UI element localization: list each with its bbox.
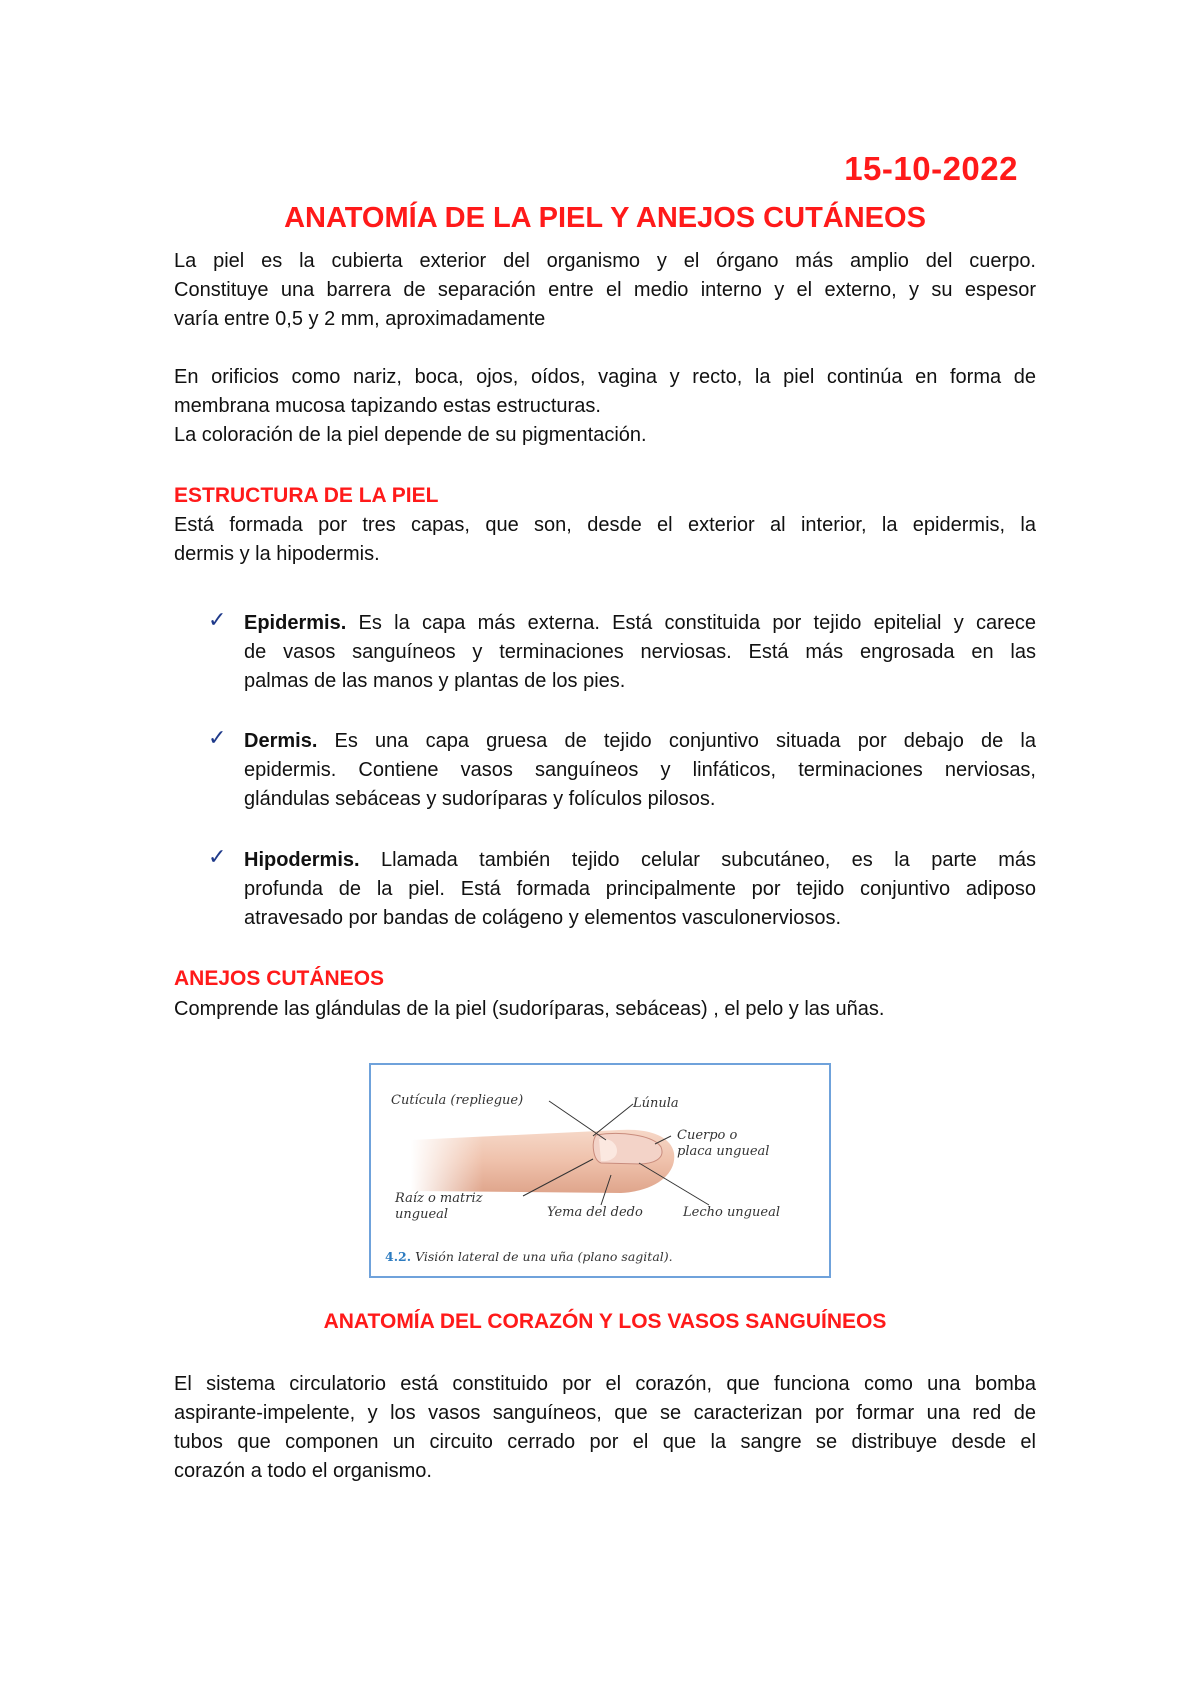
label-yema: Yema del dedo bbox=[547, 1205, 643, 1220]
bullet-line: Es una capa gruesa de tejido conjuntivo situada por debajo de la bbox=[317, 730, 1036, 752]
text-line: Comprende las glándulas de la piel (sudoríparas, sebáceas) , el pelo y las uñas. bbox=[174, 998, 885, 1020]
text-line: Constituye una barrera de separación entre el medio interno y el externo, y su espesor bbox=[174, 279, 1036, 301]
label-raiz-1: Raíz o matriz bbox=[395, 1191, 483, 1206]
document-title: ANATOMÍA DE LA PIEL Y ANEJOS CUTÁNEOS bbox=[284, 202, 926, 234]
bullet-text bbox=[244, 609, 1036, 696]
bullet-line: atravesado por bandas de colágeno y elementos vasculonerviosos. bbox=[244, 907, 842, 929]
intro-paragraph-2 bbox=[174, 363, 1036, 450]
bullet-term: Epidermis. bbox=[244, 612, 347, 634]
text-line: La piel es la cubierta exterior del organismo y el órgano más amplio del cuerpo. bbox=[174, 250, 1036, 272]
check-icon: ✓ bbox=[208, 844, 227, 869]
bullet-line: glándulas sebáceas y sudoríparas y folículos pilosos. bbox=[244, 788, 716, 810]
bullet-term: Dermis. bbox=[244, 730, 318, 752]
text-line: corazón a todo el organismo. bbox=[174, 1460, 432, 1482]
text-line: El sistema circulatorio está constituido por el corazón, que funciona como una bomba bbox=[174, 1373, 1036, 1395]
text-line: La coloración de la piel depende de su pigmentación. bbox=[174, 424, 647, 446]
text-line: Está formada por tres capas, que son, desde el exterior al interior, la epidermis, la bbox=[174, 514, 1036, 536]
text-line: tubos que componen un circuito cerrado por el que la sangre se distribuye desde el bbox=[174, 1431, 1036, 1453]
text-line: En orificios como nariz, boca, ojos, oídos, vagina y recto, la piel continúa en forma de bbox=[174, 366, 1036, 388]
label-lecho: Lecho ungueal bbox=[683, 1205, 780, 1220]
check-icon: ✓ bbox=[208, 725, 227, 750]
figure-caption bbox=[385, 1249, 673, 1264]
figure-caption-text: Visión lateral de una uña (plano sagital). bbox=[411, 1249, 673, 1264]
estructura-paragraph bbox=[174, 511, 1036, 569]
bullet-line: profunda de la piel. Está formada principalmente por tejido conjuntivo adiposo bbox=[244, 878, 1036, 900]
bullet-line: Es la capa más externa. Está constituida por tejido epitelial y carece bbox=[346, 612, 1036, 634]
figure-caption-number: 4.2. bbox=[385, 1249, 412, 1264]
nail-diagram-figure bbox=[369, 1063, 831, 1278]
intro-paragraph-1 bbox=[174, 247, 1036, 334]
text-line: aspirante-impelente, y los vasos sanguíneos, que se caracterizan por formar una red de bbox=[174, 1402, 1036, 1424]
section-heading-estructura: ESTRUCTURA DE LA PIEL bbox=[174, 484, 439, 507]
label-cuerpo-2: placa ungueal bbox=[677, 1144, 770, 1159]
bullet-text bbox=[244, 727, 1036, 814]
text-line: membrana mucosa tapizando estas estructuras. bbox=[174, 395, 601, 417]
bullet-line: Llamada también tejido celular subcutáneo, es la parte más bbox=[359, 849, 1036, 871]
section-heading-corazon: ANATOMÍA DEL CORAZÓN Y LOS VASOS SANGUÍNEOS bbox=[323, 1310, 887, 1333]
document-date: 15-10-2022 bbox=[844, 150, 1018, 187]
section-heading-anejos: ANEJOS CUTÁNEOS bbox=[174, 967, 385, 990]
finger-fade bbox=[411, 1125, 531, 1197]
label-cuerpo-1: Cuerpo o bbox=[677, 1128, 738, 1143]
label-lunula: Lúnula bbox=[633, 1096, 679, 1111]
text-line: varía entre 0,5 y 2 mm, aproximadamente bbox=[174, 308, 546, 330]
corazon-paragraph bbox=[174, 1370, 1036, 1486]
check-icon: ✓ bbox=[208, 607, 227, 632]
bullet-term: Hipodermis. bbox=[244, 849, 360, 871]
label-cuticula: Cutícula (repliegue) bbox=[391, 1093, 524, 1108]
bullet-line: de vasos sanguíneos y terminaciones nerviosas. Está más engrosada en las bbox=[244, 641, 1036, 663]
bullet-line: epidermis. Contiene vasos sanguíneos y linfáticos, terminaciones nerviosas, bbox=[244, 759, 1036, 781]
anejos-paragraph bbox=[174, 995, 1036, 1024]
bullet-text bbox=[244, 846, 1036, 933]
label-raiz-2: ungueal bbox=[395, 1207, 449, 1222]
text-line: dermis y la hipodermis. bbox=[174, 543, 380, 565]
bullet-line: palmas de las manos y plantas de los pies. bbox=[244, 670, 626, 692]
